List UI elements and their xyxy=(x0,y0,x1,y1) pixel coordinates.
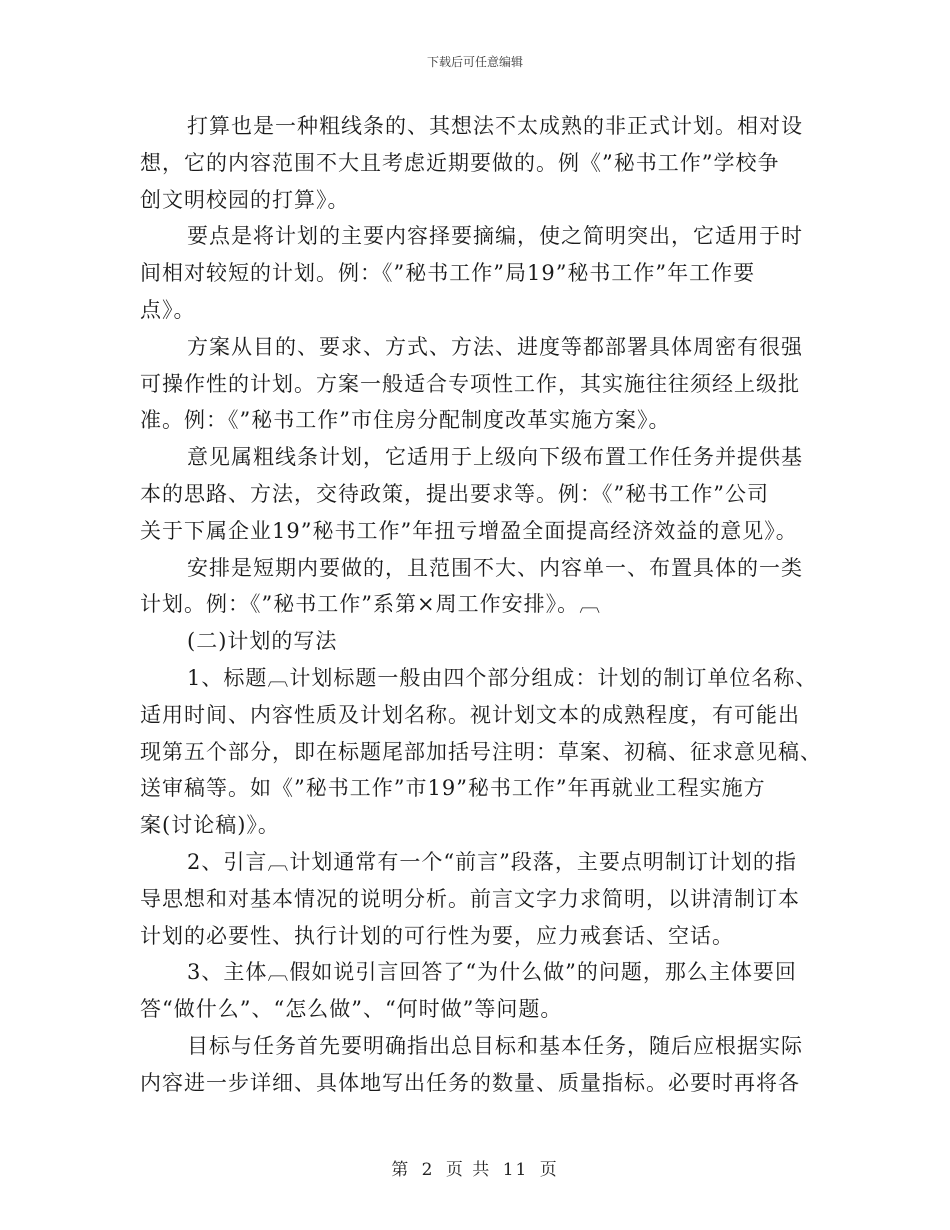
text-line: 案(讨论稿)》。 xyxy=(140,813,280,838)
text-line: 想，它的内容范围不大且考虑近期要做的。例《”秘书工作”学校争 xyxy=(140,150,780,175)
total-pages: 11 xyxy=(502,1160,529,1180)
text-line: 3、主体︹假如说引言回答了“为什么做”的问题，那么主体要回 xyxy=(187,960,797,985)
footer-label-page: 第 xyxy=(391,1160,411,1180)
text-line: 内容进一步详细、具体地写出任务的数量、质量指标。必要时再将各 xyxy=(140,1070,800,1095)
text-line: 意见属粗线条计划，它适用于上级向下级布置工作任务并提供基 xyxy=(187,445,803,470)
text-line: 导思想和对基本情况的说明分析。前言文字力求简明，以讲清制订本 xyxy=(140,886,800,911)
text-line: 计划的必要性、执行计划的可行性为要，应力戒套话、空话。 xyxy=(140,923,734,948)
text-line: 2、引言︹计划通常有一个“前言”段落，主要点明制订计划的指 xyxy=(187,849,797,874)
footer-label-of: 页 共 xyxy=(445,1160,492,1180)
text-line: 准。例：《”秘书工作”市住房分配制度改革实施方案》。 xyxy=(140,408,671,433)
page-header: 下载后可任意编辑 xyxy=(426,55,523,69)
page-footer xyxy=(0,1155,950,1180)
text-line: 本的思路、方法，交待政策，提出要求等。例：《”秘书工作”公司 xyxy=(140,481,769,506)
text-line: 间相对较短的计划。例：《”秘书工作”局19”秘书工作”年工作要 xyxy=(140,261,756,286)
text-line: 计划。例：《”秘书工作”系第×周工作安排》。︹ xyxy=(140,592,602,617)
document-body xyxy=(140,108,822,1102)
text-line: 送审稿等。如《”秘书工作”市19”秘书工作”年再就业工程实施方 xyxy=(140,776,766,801)
text-line: 打算也是一种粗线条的、其想法不太成熟的非正式计划。相对设 xyxy=(187,114,803,138)
text-line: 创文明校园的打算》。 xyxy=(140,187,350,212)
text-line: 关于下属企业19”秘书工作”年扭亏增盈全面提高经济效益的意见》。 xyxy=(140,518,798,543)
text-line: 方案从目的、要求、方式、方法、进度等都部署具体周密有很强 xyxy=(187,334,803,359)
page-number: 2 xyxy=(421,1160,435,1180)
footer-label-end: 页 xyxy=(539,1160,559,1180)
text-line: 适用时间、内容性质及计划名称。视计划文本的成熟程度，有可能出 xyxy=(140,702,800,727)
text-line: 答“做什么”、“怎么做”、“何时做”等问题。 xyxy=(140,997,563,1022)
text-line: 可操作性的计划。方案一般适合专项性工作，其实施往往须经上级批 xyxy=(140,371,800,396)
text-line: 点》。 xyxy=(140,297,196,322)
text-line: 要点是将计划的主要内容择要摘编，使之简明突出，它适用于时 xyxy=(187,224,803,249)
text-line: 现第五个部分，即在标题尾部加括号注明：草案、初稿、征求意见稿、 xyxy=(140,739,822,764)
text-line: 1、标题︹计划标题一般由四个部分组成：计划的制订单位名称、 xyxy=(187,665,818,690)
section-heading: (二)计划的写法 xyxy=(187,629,338,654)
text-line: 安排是短期内要做的，且范围不大、内容单一、布置具体的一类 xyxy=(187,555,803,580)
text-line: 目标与任务首先要明确指出总目标和基本任务，随后应根据实际 xyxy=(187,1033,803,1058)
